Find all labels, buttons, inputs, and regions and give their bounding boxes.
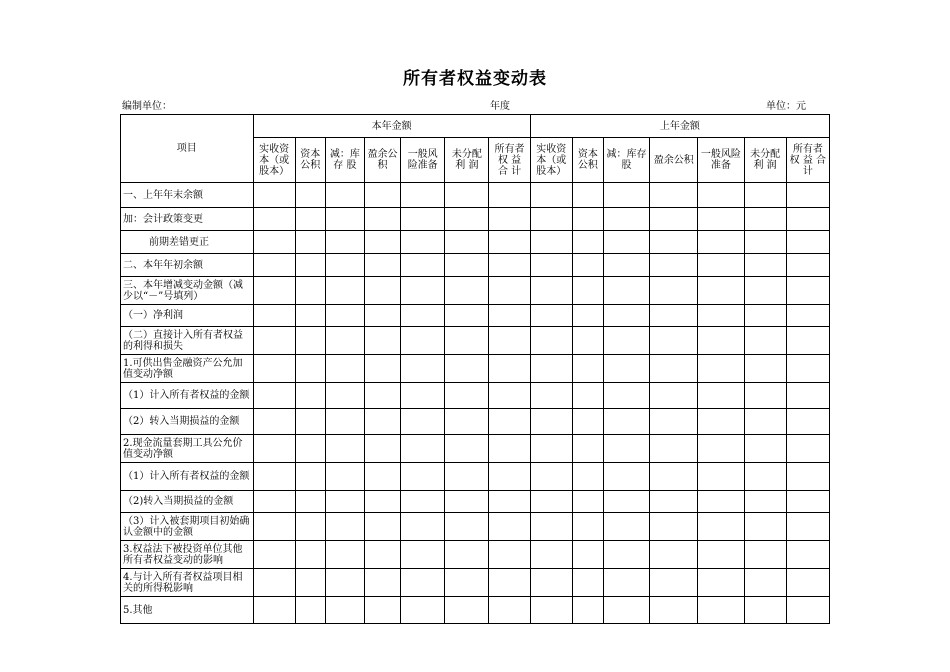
value-cell[interactable] [253, 183, 295, 208]
table-row [121, 254, 830, 277]
value-cell[interactable] [786, 277, 829, 305]
value-cell[interactable] [603, 183, 649, 208]
current-col-header-3: 盈余公积 [364, 138, 400, 183]
value-cell[interactable] [489, 383, 530, 409]
value-cell[interactable] [698, 305, 744, 327]
previous-col-header-1: 资本公积 [572, 138, 603, 183]
value-cell[interactable] [489, 208, 530, 231]
table-row [121, 383, 830, 409]
value-cell[interactable] [744, 277, 786, 305]
value-cell[interactable] [530, 208, 572, 231]
value-cell[interactable] [295, 463, 325, 491]
table-row [121, 513, 830, 541]
value-cell[interactable] [530, 231, 572, 254]
value-cell[interactable] [650, 277, 698, 305]
value-cell[interactable] [253, 435, 295, 463]
table-row [121, 327, 830, 355]
value-cell[interactable] [744, 491, 786, 513]
value-cell[interactable] [650, 569, 698, 597]
table-row [121, 541, 830, 569]
row-label: 前期差错更正 [121, 231, 254, 254]
value-cell[interactable] [401, 355, 445, 383]
value-cell[interactable] [253, 597, 295, 624]
value-cell[interactable] [572, 491, 603, 513]
row-label: （2）转入当期损益的金额 [121, 409, 254, 435]
value-cell[interactable] [530, 383, 572, 409]
row-label: （3）计入被套期项目初始确认金额中的金额 [121, 513, 254, 541]
value-cell[interactable] [325, 409, 364, 435]
value-cell[interactable] [325, 231, 364, 254]
value-cell[interactable] [744, 208, 786, 231]
value-cell[interactable] [698, 513, 744, 541]
value-cell[interactable] [572, 383, 603, 409]
value-cell[interactable] [698, 435, 744, 463]
value-cell[interactable] [698, 491, 744, 513]
value-cell[interactable] [530, 491, 572, 513]
row-label: 3.权益法下被投资单位其他所有者权益变动的影响 [121, 541, 254, 569]
value-cell[interactable] [530, 254, 572, 277]
row-label: 2.现金流量套期工具公允价值变动净额 [121, 435, 254, 463]
value-cell[interactable] [786, 463, 829, 491]
table-row [121, 491, 830, 513]
value-cell[interactable] [295, 597, 325, 624]
value-cell[interactable] [445, 513, 489, 541]
table-row [121, 463, 830, 491]
previous-col-header-3: 盈余公积 [650, 138, 698, 183]
value-cell[interactable] [253, 409, 295, 435]
value-cell[interactable] [572, 208, 603, 231]
value-cell[interactable] [603, 409, 649, 435]
row-label: （1）计入所有者权益的金额 [121, 463, 254, 491]
value-cell[interactable] [603, 208, 649, 231]
row-label: 三、本年增减变动金额（减少以“－”号填列） [121, 277, 254, 305]
value-cell[interactable] [445, 597, 489, 624]
value-cell[interactable] [650, 463, 698, 491]
row-label: 加：会计政策变更 [121, 208, 254, 231]
value-cell[interactable] [572, 541, 603, 569]
value-cell[interactable] [445, 541, 489, 569]
value-cell[interactable] [650, 541, 698, 569]
value-cell[interactable] [603, 541, 649, 569]
value-cell[interactable] [698, 277, 744, 305]
value-cell[interactable] [364, 327, 400, 355]
value-cell[interactable] [325, 541, 364, 569]
current-col-header-1: 资本公积 [295, 138, 325, 183]
value-cell[interactable] [401, 569, 445, 597]
value-cell[interactable] [572, 327, 603, 355]
value-cell[interactable] [489, 569, 530, 597]
value-cell[interactable] [295, 435, 325, 463]
value-cell[interactable] [325, 513, 364, 541]
value-cell[interactable] [603, 597, 649, 624]
value-cell[interactable] [744, 355, 786, 383]
unit-label: 单位：元 [766, 101, 806, 112]
value-cell[interactable] [698, 463, 744, 491]
value-cell[interactable] [253, 208, 295, 231]
value-cell[interactable] [364, 277, 400, 305]
table-row [121, 208, 830, 231]
value-cell[interactable] [401, 383, 445, 409]
value-cell[interactable] [530, 569, 572, 597]
value-cell[interactable] [364, 435, 400, 463]
value-cell[interactable] [401, 513, 445, 541]
value-cell[interactable] [253, 491, 295, 513]
value-cell[interactable] [786, 409, 829, 435]
value-cell[interactable] [698, 541, 744, 569]
value-cell[interactable] [786, 254, 829, 277]
value-cell[interactable] [603, 305, 649, 327]
value-cell[interactable] [489, 513, 530, 541]
table-row [121, 183, 830, 208]
value-cell[interactable] [445, 383, 489, 409]
row-label: （二）直接计入所有者权益的利得和损失 [121, 327, 254, 355]
value-cell[interactable] [530, 463, 572, 491]
value-cell[interactable] [489, 231, 530, 254]
value-cell[interactable] [603, 355, 649, 383]
value-cell[interactable] [786, 435, 829, 463]
value-cell[interactable] [295, 231, 325, 254]
value-cell[interactable] [650, 597, 698, 624]
value-cell[interactable] [295, 409, 325, 435]
table-row [121, 409, 830, 435]
current-year-header: 本年金额 [253, 115, 530, 138]
value-cell[interactable] [445, 463, 489, 491]
table-row [121, 231, 830, 254]
compiler-label: 编制单位： [122, 101, 172, 112]
value-cell[interactable] [401, 277, 445, 305]
value-cell[interactable] [489, 305, 530, 327]
value-cell[interactable] [650, 491, 698, 513]
value-cell[interactable] [295, 491, 325, 513]
value-cell[interactable] [401, 183, 445, 208]
value-cell[interactable] [364, 409, 400, 435]
value-cell[interactable] [744, 463, 786, 491]
value-cell[interactable] [489, 491, 530, 513]
value-cell[interactable] [364, 208, 400, 231]
value-cell[interactable] [786, 305, 829, 327]
row-label: 1.可供出售金融资产公允加值变动净额 [121, 355, 254, 383]
table-row [121, 305, 830, 327]
value-cell[interactable] [295, 183, 325, 208]
value-cell[interactable] [325, 491, 364, 513]
value-cell[interactable] [364, 383, 400, 409]
value-cell[interactable] [325, 355, 364, 383]
value-cell[interactable] [489, 463, 530, 491]
value-cell[interactable] [530, 513, 572, 541]
value-cell[interactable] [603, 383, 649, 409]
value-cell[interactable] [325, 463, 364, 491]
value-cell[interactable] [401, 597, 445, 624]
value-cell[interactable] [572, 183, 603, 208]
value-cell[interactable] [572, 435, 603, 463]
value-cell[interactable] [572, 597, 603, 624]
value-cell[interactable] [603, 254, 649, 277]
value-cell[interactable] [445, 208, 489, 231]
value-cell[interactable] [295, 305, 325, 327]
row-label: （1）计入所有者权益的金额 [121, 383, 254, 409]
value-cell[interactable] [786, 355, 829, 383]
value-cell[interactable] [786, 231, 829, 254]
equity-changes-table [120, 114, 830, 624]
table-row [121, 435, 830, 463]
value-cell[interactable] [698, 183, 744, 208]
value-cell[interactable] [445, 305, 489, 327]
value-cell[interactable] [572, 254, 603, 277]
value-cell[interactable] [253, 383, 295, 409]
value-cell[interactable] [698, 597, 744, 624]
row-label: 5.其他 [121, 597, 254, 624]
value-cell[interactable] [253, 254, 295, 277]
value-cell[interactable] [401, 254, 445, 277]
value-cell[interactable] [325, 208, 364, 231]
row-label: 一、上年年末余额 [121, 183, 254, 208]
value-cell[interactable] [530, 183, 572, 208]
value-cell[interactable] [603, 569, 649, 597]
value-cell[interactable] [295, 208, 325, 231]
value-cell[interactable] [786, 327, 829, 355]
value-cell[interactable] [325, 597, 364, 624]
value-cell[interactable] [401, 463, 445, 491]
value-cell[interactable] [401, 327, 445, 355]
value-cell[interactable] [364, 513, 400, 541]
value-cell[interactable] [650, 383, 698, 409]
value-cell[interactable] [786, 183, 829, 208]
previous-col-header-4: 一般风险准备 [698, 138, 744, 183]
previous-col-header-6: 所有者权 益 合 计 [786, 138, 829, 183]
value-cell[interactable] [603, 513, 649, 541]
value-cell[interactable] [572, 231, 603, 254]
value-cell[interactable] [786, 208, 829, 231]
table-row [121, 597, 830, 624]
value-cell[interactable] [489, 355, 530, 383]
value-cell[interactable] [698, 327, 744, 355]
value-cell[interactable] [530, 327, 572, 355]
value-cell[interactable] [698, 355, 744, 383]
value-cell[interactable] [530, 305, 572, 327]
value-cell[interactable] [445, 327, 489, 355]
value-cell[interactable] [364, 305, 400, 327]
value-cell[interactable] [401, 305, 445, 327]
value-cell[interactable] [744, 513, 786, 541]
value-cell[interactable] [445, 277, 489, 305]
value-cell[interactable] [325, 569, 364, 597]
previous-col-header-5: 未分配利 润 [744, 138, 786, 183]
value-cell[interactable] [445, 491, 489, 513]
value-cell[interactable] [650, 183, 698, 208]
row-label: 4.与计入所有者权益项目相关的所得税影响 [121, 569, 254, 597]
current-col-header-2: 减：库存 股 [325, 138, 364, 183]
value-cell[interactable] [445, 409, 489, 435]
value-cell[interactable] [401, 231, 445, 254]
value-cell[interactable] [295, 541, 325, 569]
value-cell[interactable] [253, 305, 295, 327]
current-col-header-4: 一般风险准备 [401, 138, 445, 183]
value-cell[interactable] [698, 383, 744, 409]
value-cell[interactable] [445, 435, 489, 463]
value-cell[interactable] [295, 355, 325, 383]
value-cell[interactable] [572, 463, 603, 491]
value-cell[interactable] [650, 355, 698, 383]
value-cell[interactable] [650, 231, 698, 254]
value-cell[interactable] [650, 254, 698, 277]
value-cell[interactable] [295, 513, 325, 541]
value-cell[interactable] [325, 254, 364, 277]
value-cell[interactable] [253, 355, 295, 383]
value-cell[interactable] [295, 383, 325, 409]
value-cell[interactable] [786, 569, 829, 597]
value-cell[interactable] [295, 569, 325, 597]
value-cell[interactable] [489, 409, 530, 435]
value-cell[interactable] [572, 355, 603, 383]
value-cell[interactable] [603, 277, 649, 305]
value-cell[interactable] [603, 327, 649, 355]
value-cell[interactable] [744, 597, 786, 624]
value-cell[interactable] [401, 409, 445, 435]
value-cell[interactable] [253, 231, 295, 254]
value-cell[interactable] [364, 231, 400, 254]
value-cell[interactable] [744, 327, 786, 355]
value-cell[interactable] [698, 409, 744, 435]
row-label: 二、本年年初余额 [121, 254, 254, 277]
value-cell[interactable] [572, 305, 603, 327]
value-cell[interactable] [253, 569, 295, 597]
value-cell[interactable] [530, 597, 572, 624]
value-cell[interactable] [650, 435, 698, 463]
value-cell[interactable] [744, 409, 786, 435]
value-cell[interactable] [253, 327, 295, 355]
value-cell[interactable] [650, 513, 698, 541]
value-cell[interactable] [325, 305, 364, 327]
value-cell[interactable] [364, 355, 400, 383]
value-cell[interactable] [489, 327, 530, 355]
value-cell[interactable] [325, 183, 364, 208]
current-col-header-5: 未分配利 润 [445, 138, 489, 183]
value-cell[interactable] [603, 435, 649, 463]
value-cell[interactable] [364, 597, 400, 624]
current-col-header-0: 实收资本（或股本） [253, 138, 295, 183]
value-cell[interactable] [572, 277, 603, 305]
value-cell[interactable] [489, 254, 530, 277]
value-cell[interactable] [489, 277, 530, 305]
value-cell[interactable] [744, 183, 786, 208]
row-label: （2)转入当期损益的金额 [121, 491, 254, 513]
value-cell[interactable] [253, 463, 295, 491]
value-cell[interactable] [295, 277, 325, 305]
value-cell[interactable] [364, 541, 400, 569]
value-cell[interactable] [650, 409, 698, 435]
previous-col-header-0: 实收资本（或股本） [530, 138, 572, 183]
value-cell[interactable] [603, 231, 649, 254]
value-cell[interactable] [786, 383, 829, 409]
current-col-header-6: 所有者权 益 合 计 [489, 138, 530, 183]
value-cell[interactable] [489, 597, 530, 624]
value-cell[interactable] [744, 305, 786, 327]
value-cell[interactable] [698, 254, 744, 277]
value-cell[interactable] [572, 513, 603, 541]
value-cell[interactable] [786, 513, 829, 541]
value-cell[interactable] [489, 183, 530, 208]
item-header: 项目 [121, 115, 254, 183]
value-cell[interactable] [744, 383, 786, 409]
value-cell[interactable] [650, 208, 698, 231]
value-cell[interactable] [325, 277, 364, 305]
value-cell[interactable] [698, 208, 744, 231]
value-cell[interactable] [325, 327, 364, 355]
value-cell[interactable] [744, 254, 786, 277]
value-cell[interactable] [530, 541, 572, 569]
value-cell[interactable] [253, 277, 295, 305]
previous-col-header-2: 减：库存 股 [603, 138, 649, 183]
value-cell[interactable] [445, 183, 489, 208]
value-cell[interactable] [445, 254, 489, 277]
value-cell[interactable] [572, 569, 603, 597]
value-cell[interactable] [445, 355, 489, 383]
value-cell[interactable] [364, 463, 400, 491]
value-cell[interactable] [364, 254, 400, 277]
value-cell[interactable] [530, 409, 572, 435]
value-cell[interactable] [364, 491, 400, 513]
value-cell[interactable] [489, 435, 530, 463]
value-cell[interactable] [401, 435, 445, 463]
value-cell[interactable] [325, 435, 364, 463]
value-cell[interactable] [364, 569, 400, 597]
value-cell[interactable] [603, 463, 649, 491]
value-cell[interactable] [744, 231, 786, 254]
value-cell[interactable] [650, 327, 698, 355]
value-cell[interactable] [364, 183, 400, 208]
value-cell[interactable] [295, 254, 325, 277]
value-cell[interactable] [325, 383, 364, 409]
value-cell[interactable] [445, 231, 489, 254]
value-cell[interactable] [530, 277, 572, 305]
value-cell[interactable] [572, 409, 603, 435]
value-cell[interactable] [445, 569, 489, 597]
value-cell[interactable] [744, 541, 786, 569]
value-cell[interactable] [401, 541, 445, 569]
value-cell[interactable] [401, 208, 445, 231]
year-label: 年度 [490, 101, 510, 112]
page-title: 所有者权益变动表 [403, 69, 547, 89]
table-row [121, 569, 830, 597]
table-row [121, 355, 830, 383]
value-cell[interactable] [489, 541, 530, 569]
table-row [121, 277, 830, 305]
value-cell[interactable] [401, 491, 445, 513]
value-cell[interactable] [530, 435, 572, 463]
value-cell[interactable] [253, 541, 295, 569]
value-cell[interactable] [786, 541, 829, 569]
value-cell[interactable] [786, 491, 829, 513]
value-cell[interactable] [698, 231, 744, 254]
value-cell[interactable] [530, 355, 572, 383]
row-label: （一）净利润 [121, 305, 254, 327]
value-cell[interactable] [698, 569, 744, 597]
value-cell[interactable] [650, 305, 698, 327]
value-cell[interactable] [786, 597, 829, 624]
value-cell[interactable] [253, 513, 295, 541]
previous-year-header: 上年金额 [530, 115, 829, 138]
value-cell[interactable] [603, 491, 649, 513]
value-cell[interactable] [744, 435, 786, 463]
value-cell[interactable] [744, 569, 786, 597]
value-cell[interactable] [295, 327, 325, 355]
